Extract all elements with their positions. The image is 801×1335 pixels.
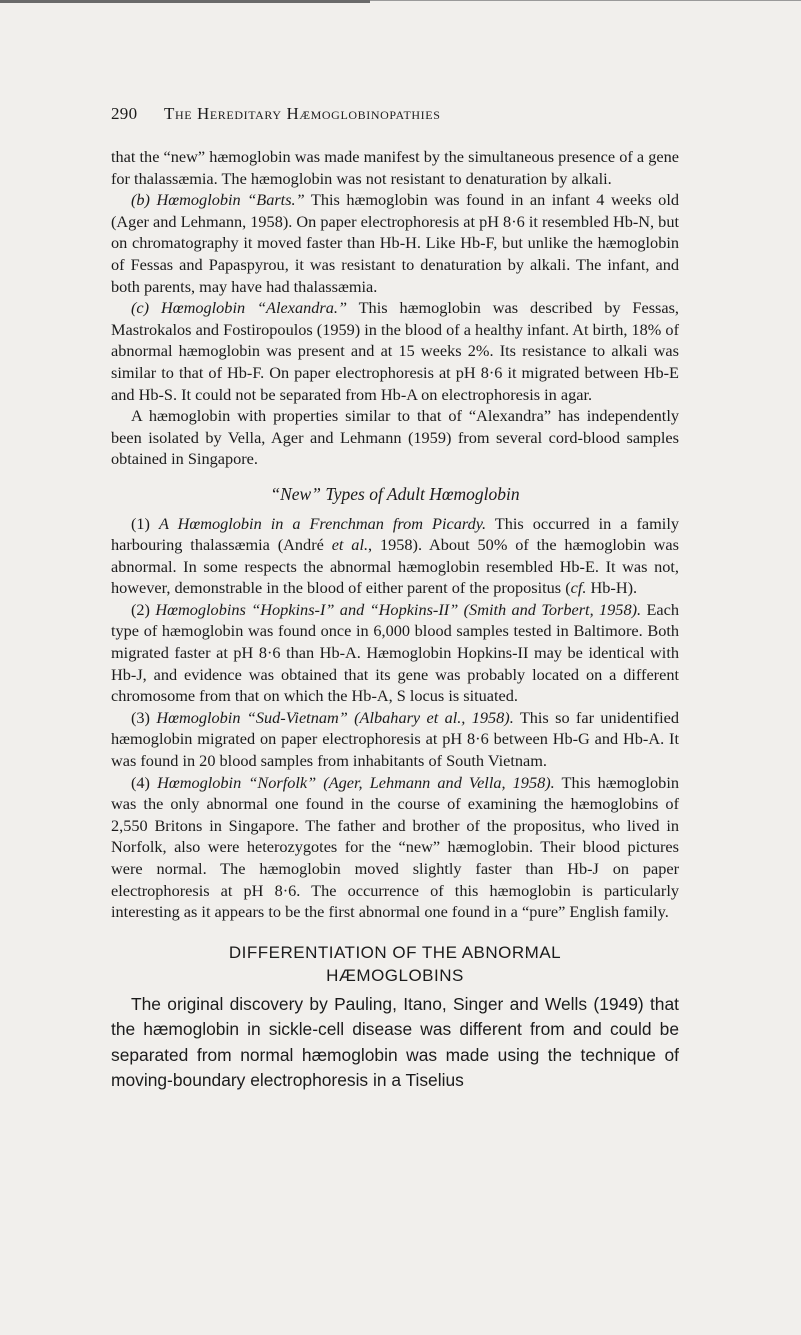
item-label: (c) — [131, 298, 150, 318]
item-text: , 1958). About 50% of the hæmoglobin was abnormal. In some respects the abnormal hæmoglobin resembled Hb-E. It was not, however, demonstrable in the blood of either parent of the propositus ( — [111, 535, 679, 598]
top-rule-thin — [370, 0, 801, 1]
paragraph-vietnam — [111, 707, 679, 772]
paragraph-alexandra — [111, 297, 679, 405]
running-title: The Hereditary Hæmoglobinopathies — [163, 104, 441, 123]
item-label: (b) — [131, 190, 150, 210]
item-text: This hæmoglobin was the only abnormal one found in the course of examining the hæmoglobins of 2,550 Britons in Singapore. The father and brother of the propositus, who lived in Norfolk, also were heterozygotes for the “new” hæmoglobin. Their blood pictures were normal. The hæmoglobin moved slightly faster than Hb-J on paper electrophoresis at pH 8·6. The occurrence of this hæmoglobin is particularly interesting as it appears to be the first abnormal one found in a “pure” English family. — [111, 772, 679, 922]
item-text: This hæmoglobin was found in an infant 4 weeks old (Ager and Lehmann, 1958). On paper electrophoresis at pH 8·6 it resembled Hb-N, but on chromatography it moved faster than Hb-H. Like Hb-F, but unlike the hæmoglobin of Fessas and Papaspyrou, it was resistant to denaturation by alkali. The infant, and both parents, may have had thalassæmia. — [111, 190, 679, 296]
paragraph-barts — [111, 189, 679, 297]
item-title: A Hœmoglobin in a Frenchman from Picardy. — [158, 513, 487, 533]
section-heading-line-1: DIFFERENTIATION OF THE ABNORMAL — [228, 942, 562, 962]
paragraph-final: The original discovery by Pauling, Itano, Singer and Wells (1949) that the hæmoglobin in sickle-cell disease was different from and could be separated from normal hæmoglobin was made using the technique of moving-boundary electrophoresis in a Tiselius — [111, 993, 679, 1090]
item-title: Hœmoglobins “Hopkins-I” and “Hopkins-II” (Smith and Torbert, 1958). — [155, 599, 642, 619]
item-text: This so far unidentified hæmoglobin migrated on paper electrophoresis at pH 8·6 between Hb-G and Hb-A. It was found in 20 blood samples from inhabitants of South Vietnam. — [111, 707, 680, 771]
item-label: (4) — [131, 772, 150, 792]
item-title: Hœmoglobin “Norfolk” (Ager, Lehmann and Vella, 1958). — [157, 772, 555, 792]
paragraph-frenchman — [111, 513, 679, 599]
item-title: Hœmoglobin “Alexandra.” — [160, 298, 348, 318]
running-header — [111, 104, 691, 124]
item-title: Hœmoglobin “Sud-Vietnam” (Albahary et al., 1958). — [156, 707, 514, 727]
item-text: Hb-H). — [586, 578, 638, 598]
item-text: Each type of hæmoglobin was found once in 6,000 blood samples tested in Baltimore. Both migrated faster at pH 8·6 than Hb-A. Hæmoglobin Hopkins-II may be identical with Hb-J, and evidence was obtained that its gene was probably located on a different chromosome from that on which the Hb-A, S locus is situated. — [111, 599, 679, 706]
item-label: (3) — [131, 707, 150, 727]
paragraph-alexandra-2: A hæmoglobin with properties similar to that of “Alexandra” has independently been isolated by Vella, Ager and Lehmann (1959) from several cord-blood samples obtained in Singapore. — [111, 406, 679, 469]
item-title: Hœmoglobin “Barts.” — [156, 190, 305, 210]
paragraph-norfolk — [111, 772, 679, 923]
et-al: et al. — [331, 535, 369, 555]
section-heading-line-2: HÆMOGLOBINS — [326, 965, 464, 985]
item-text: This hæmoglobin was described by Fessas, Mastrokalos and Fostiropoulos (1959) in the blood of a healthy infant. At birth, 18% of abnormal hæmoglobin was present and at 15 weeks 2%. Its resistance to alkali was similar to that of Hb-F. On paper electrophoresis at pH 8·6 it migrated between Hb-E and Hb-S. It could not be separated from Hb-A on electrophoresis in agar. — [111, 298, 680, 404]
subheading: “New” Types of Adult Hœmoglobin — [270, 483, 520, 504]
top-rule — [0, 0, 370, 3]
paragraph-hopkins — [111, 599, 679, 707]
page-body — [111, 146, 679, 1093]
item-text: This occurred in a family harbouring thalassæmia (André — [111, 513, 679, 555]
cf: cf. — [570, 578, 587, 598]
item-label: (1) — [131, 513, 150, 533]
section-heading — [111, 941, 679, 987]
page-number: 290 — [111, 104, 138, 123]
paragraph-intro: that the “new” hæmoglobin was made manifest by the simultaneous presence of a gene for thalassæmia. The hæmoglobin was not resistant to denaturation by alkali. — [111, 147, 679, 188]
item-label: (2) — [131, 599, 150, 619]
